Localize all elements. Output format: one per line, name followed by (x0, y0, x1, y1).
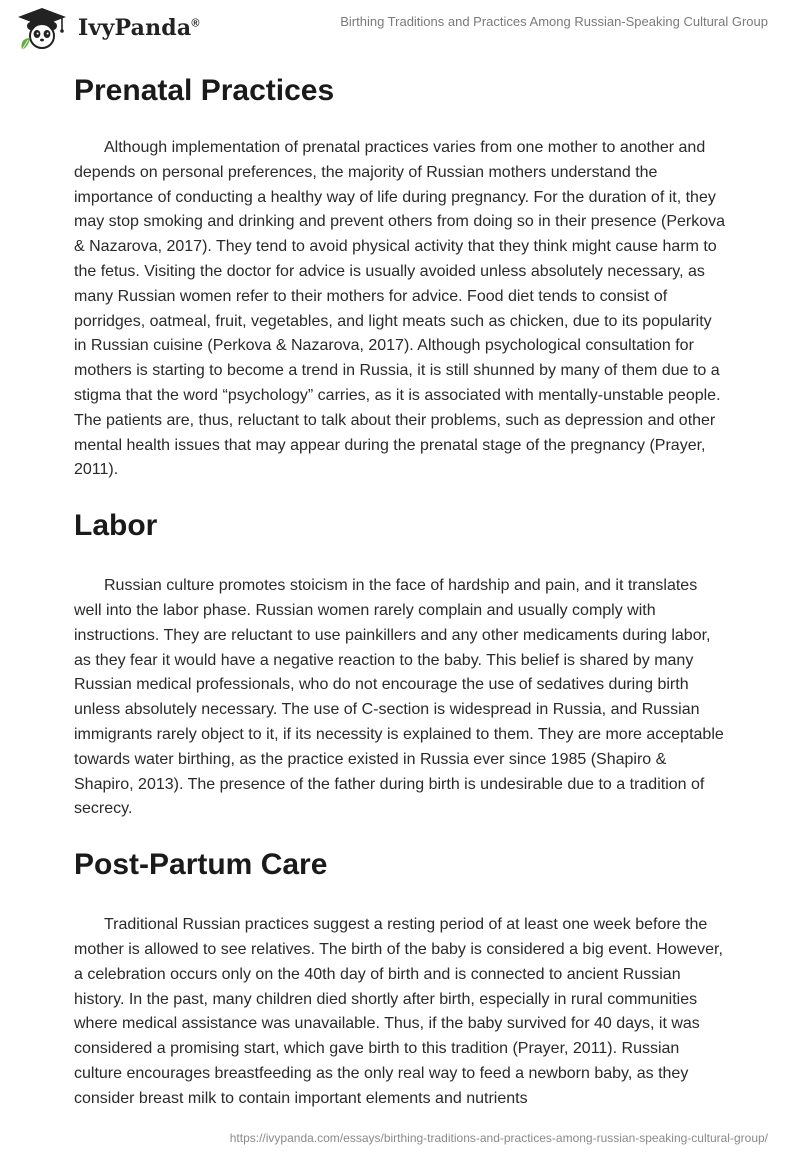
section-paragraph-labor: Russian culture promotes stoicism in the face of hardship and pain, and it translates well into the labor phase. Russian women rarely complain and usually comply with instructions. They are reluctant to use painkillers and any other medicaments during labor, as they fear it would have a negative reaction to the baby. This belief is shared by many Russian medical professionals, who do not encourage the use of sedatives during birth unless absolutely necessary. The use of C-section is widespread in Russia, and Russian immigrants rarely object to it, if its necessity is explained to them. They are more acceptable towards water birthing, as the practice existed in Russia ever since 1985 (Shapiro & Shapiro, 2013). The presence of the father during birth is undesirable due to a tradition of secrecy. (74, 577, 724, 818)
section-paragraph-prenatal: Although implementation of prenatal practices varies from one mother to another and depends on personal preferences, the majority of Russian mothers understand the importance of conducting a healthy way of life during pregnancy. For the duration of it, they may stop smoking and drinking and prevent others from doing so in their presence (Perkova & Nazarova, 2017). They tend to avoid physical activity that they think might cause harm to the fetus. Visiting the doctor for advice is usually avoided unless absolutely necessary, as many Russian women refer to their mothers for advice. Food diet tends to consist of porridges, oatmeal, fruit, vegetables, and light meats such as chicken, due to its popularity in Russian cuisine (Perkova & Nazarova, 2017). Although psychological consultation for mothers is starting to become a trend in Russia, it is still shunned by many of them due to a stigma that the word “psychology” carries, as it is associated with mentally-unstable people. The patients are, thus, reluctant to talk about their problems, such as depression and other mental health issues that may appear during the prenatal stage of the pregnancy (Prayer, 2011). (74, 139, 726, 479)
page-header (0, 0, 800, 60)
section-paragraph-postpartum: Traditional Russian practices suggest a resting period of at least one week before the mother is allowed to see relatives. The birth of the baby is considered a big event. However, a celebration occurs only on the 40th day of birth and is connected to ancient Russian history. In the past, many children died shortly after birth, especially in rural communities where medical assistance was unavailable. Thus, if the baby survived for 40 days, it was considered a promising start, which gave birth to this tradition (Prayer, 2011). Russian culture encourages breastfeeding as the only real way to feed a newborn baby, as they consider breast milk to contain important elements and nutrients (74, 916, 723, 1107)
document-title: Birthing Traditions and Practices Among Russian-Speaking Cultural Group (340, 14, 768, 29)
source-url[interactable]: https://ivypanda.com/essays/birthing-traditions-and-practices-among-russian-speaking-cultural-group/ (229, 1131, 768, 1145)
section-heading-postpartum: Post-Partum Care (74, 848, 328, 882)
panda-graduate-icon (14, 6, 70, 50)
section-heading-labor: Labor (74, 509, 158, 543)
essay-body (74, 70, 726, 1112)
section-heading-prenatal: Prenatal Practices (74, 74, 335, 107)
ivypanda-logo[interactable] (14, 6, 200, 50)
logo-wordmark: IvyPanda® (78, 15, 200, 41)
